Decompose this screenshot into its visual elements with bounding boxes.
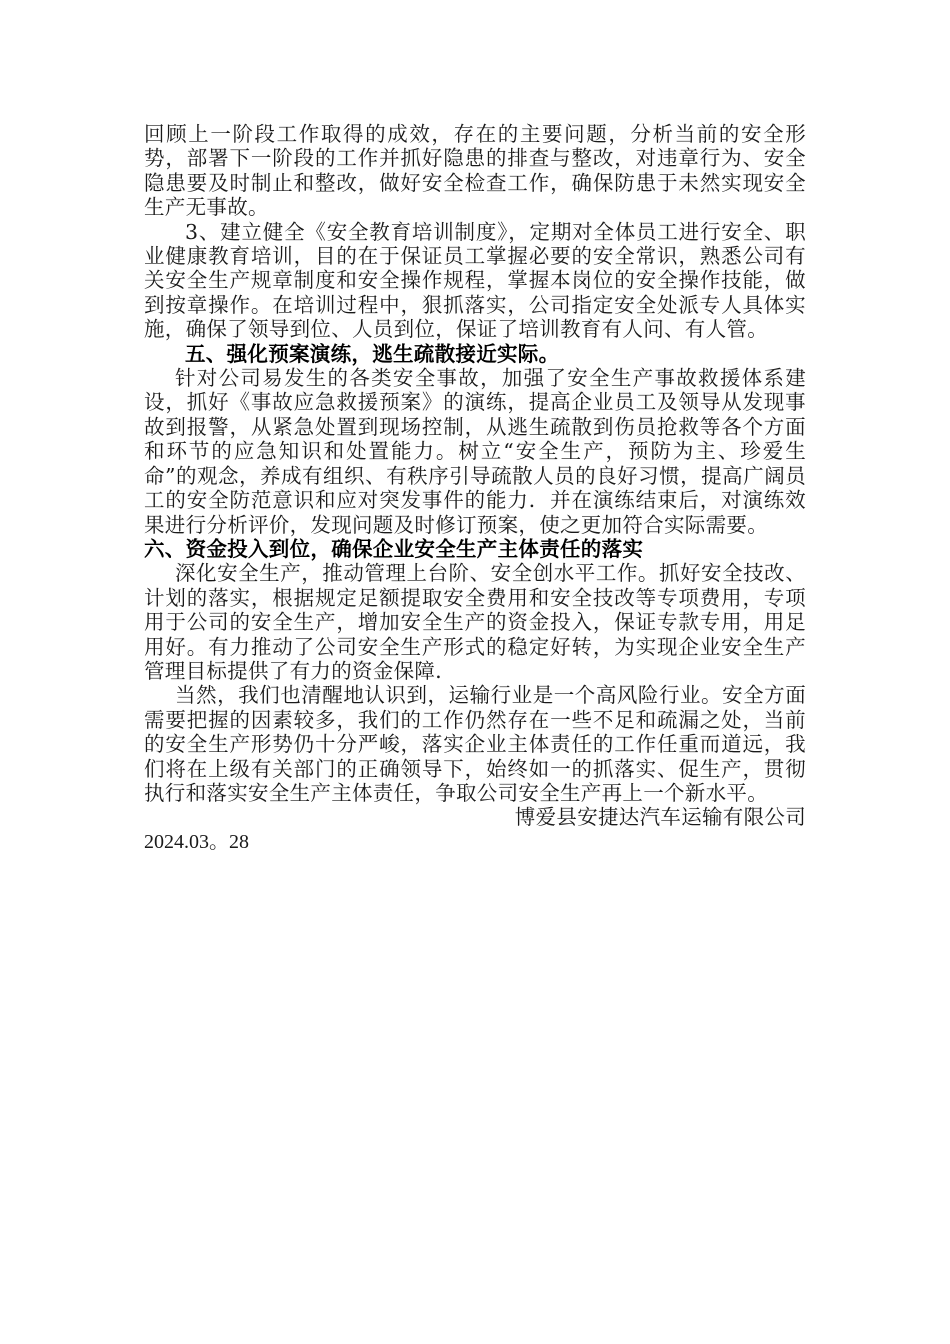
- document-date: 2024.03。28: [144, 830, 249, 853]
- company-signature: 博爱县安捷达汽车运输有限公司: [514, 805, 806, 830]
- paragraph-closing: 当然，我们也清醒地认识到，运输行业是一个高风险行业。安全方面需要把握的因素较多，我们的工作仍然存在一些不足和疏漏之处，当前的安全生产形势仍十分严峻，落实企业主体责任的工作任重而道远，我们将在上级有关部门的正确领导下，始终如一的抓落实、促生产，贯彻执行和落实安全生产主体责任，争取公司安全生产再上一个新水平。: [144, 683, 806, 805]
- section-heading-6: 六、资金投入到位，确保企业安全生产主体责任的落实: [144, 536, 644, 561]
- document-body: [144, 122, 806, 854]
- paragraph-item-3: 3、建立健全《安全教育培训制度》，定期对全体员工进行安全、职业健康教育培训，目的在于保证员工掌握必要的安全常识，熟悉公司有关安全生产规章制度和安全操作规程，掌握本岗位的安全操作技能，做到按章操作。在培训过程中，狠抓落实，公司指定安全处派专人具体实施，确保了领导到位、人员到位，保证了培训教育有人问、有人管。: [144, 219, 806, 342]
- paragraph-section-6: 深化安全生产，推动管理上台阶、安全创水平工作。抓好安全技改、计划的落实，根据规定足额提取安全费用和安全技改等专项费用，专项用于公司的安全生产，增加安全生产的资金投入，保证专款专用，用足用好。有力推动了公司安全生产形式的稳定好转，为实现企业安全生产管理目标提供了有力的资金保障．: [144, 561, 806, 683]
- paragraph-continuation: 回顾上一阶段工作取得的成效，存在的主要问题，分析当前的安全形势，部署下一阶段的工作并抓好隐患的排查与整改，对违章行为、安全隐患要及时制止和整改，做好安全检查工作，确保防患于未然实现安全生产无事故。: [144, 122, 806, 220]
- section-heading-5: 五、强化预案演练，逃生疏散接近实际。: [185, 341, 560, 366]
- paragraph-section-5: 针对公司易发生的各类安全事故，加强了安全生产事故救援体系建设，抓好《事故应急救援预案》的演练，提高企业员工及领导从发现事故到报警，从紧急处置到现场控制，从逃生疏散到伤员抢救等各个方面和环节的应急知识和处置能力。树立“安全生产，预防为主、珍爱生命”的观念，养成有组织、有秩序引导疏散人员的良好习惯，提高广阔员工的安全防范意识和应对突发事件的能力．并在演练结束后，对演练效果进行分析评价，发现问题及时修订预案，使之更加符合实际需要。: [144, 366, 806, 537]
